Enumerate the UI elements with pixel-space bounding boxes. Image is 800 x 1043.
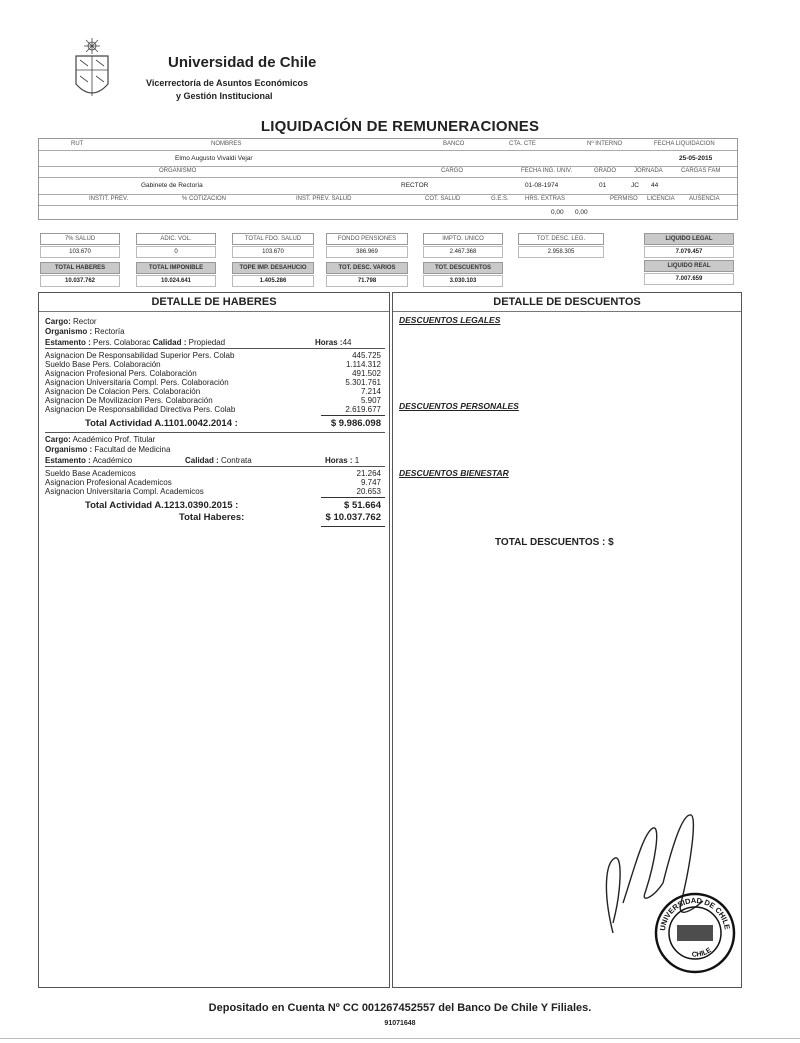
official-seal-stamp — [653, 891, 737, 975]
block2-total-label: Total Actividad A.1213.0390.2015 : — [85, 500, 239, 511]
haberes-title: DETALLE DE HABERES — [151, 296, 277, 308]
grado-value: 01 — [599, 182, 607, 189]
summary-grid — [38, 230, 736, 292]
total-descuentos-label: TOTAL DESCUENTOS : $ — [495, 537, 614, 548]
label-cot-salud: COT. SALUD — [425, 196, 461, 202]
block2-horas: Horas : 1 — [325, 456, 360, 465]
item-desc: Asignacion Universitaria Compl. Academicos — [45, 487, 204, 496]
block1-total-label: Total Actividad A.1101.0042.2014 : — [85, 418, 238, 429]
item-desc: Asignacion Profesional Pers. Colaboración — [45, 369, 197, 378]
value-tot-desc-leg: 2.958.305 — [518, 246, 604, 258]
fecha-ing-value: 01-08-1974 — [525, 182, 559, 189]
document-number: 91071648 — [384, 1020, 416, 1027]
total-haberes: $ 10.037.762 — [325, 512, 381, 523]
item-amount: 21.264 — [356, 469, 381, 478]
label-fecha-ing: FECHA ING. UNIV. — [521, 168, 573, 174]
block1-organismo: Organismo : Rectoría — [45, 327, 125, 336]
permiso-value: 0,00 — [575, 209, 588, 216]
label-licencia: LICENCIA — [647, 196, 675, 202]
label-tot-desc-varios: TOT. DESC. VARIOS — [326, 262, 408, 274]
label-inst-prev-salud: INST. PREV. SALUD — [296, 196, 352, 202]
label-instit-prev: INSTIT. PREV. — [89, 196, 129, 202]
block1-horas: Horas :44 — [315, 338, 352, 347]
item-desc: Asignacion De Colacion Pers. Colaboración — [45, 387, 201, 396]
block2-organismo: Organismo : Facultad de Medicina — [45, 445, 171, 454]
block2-calidad: Calidad : Contrata — [185, 456, 252, 465]
value-tope-imp-desahucio: 1.405.286 — [232, 275, 314, 287]
employee-name: Elmo Augusto Vivaldi Vejar — [175, 155, 253, 162]
employee-info-box — [38, 138, 738, 220]
item-amount: 5.907 — [360, 396, 381, 405]
deposit-info: Depositado en Cuenta Nº CC 001267452557 del Banco De Chile Y Filiales. — [208, 1002, 592, 1014]
value-fondo-pensiones: 386.969 — [326, 246, 408, 258]
label-n-interno: Nº INTERNO — [587, 141, 623, 147]
university-logo — [70, 38, 114, 108]
descuentos-bienestar: DESCUENTOS BIENESTAR — [399, 468, 509, 478]
value-7-salud: 103.670 — [40, 246, 120, 258]
label-liquido-real: LIQUIDO REAL — [644, 260, 734, 272]
label-cta-cte: CTA. CTE — [509, 141, 536, 147]
label-adic-vol: ADIC. VOL. — [136, 233, 216, 245]
value-liquido-legal: 7.079.457 — [644, 246, 734, 258]
item-desc: Asignacion De Movilizacion Pers. Colaboración — [45, 396, 213, 405]
hrs-extras-value: 0,00 — [551, 209, 564, 216]
label-liquido-legal: LIQUIDO LEGAL — [644, 233, 734, 245]
total-haberes-label: Total Haberes: — [179, 512, 245, 523]
label-fecha-liquidacion: FECHA LIQUIDACION — [654, 141, 715, 147]
descuentos-personales: DESCUENTOS PERSONALES — [399, 401, 519, 411]
value-tot-desc-varios: 71.798 — [326, 275, 408, 287]
item-amount: 445.725 — [352, 351, 381, 360]
page-title: LIQUIDACIÓN DE REMUNERACIONES — [260, 118, 540, 135]
fecha-liquidacion: 25-05-2015 — [679, 155, 713, 162]
label-tot-descuentos: TOT. DESCUENTOS — [423, 262, 503, 274]
jornada-value: JC — [631, 182, 639, 189]
item-desc: Asignacion De Responsabilidad Superior Pers. Colab — [45, 351, 235, 360]
item-desc: Asignacion Profesional Academicos — [45, 478, 172, 487]
bottom-divider — [0, 1038, 800, 1039]
organismo-value: Gabinete de Rectoría — [141, 182, 203, 189]
cargas-value: 44 — [651, 182, 659, 189]
item-amount: 2.619.677 — [345, 405, 381, 414]
label-tot-desc-leg: TOT. DESC. LEG. — [518, 233, 604, 245]
block1-estamento: Estamento : Pers. Colaborac Calidad : Propiedad — [45, 338, 226, 347]
label-cargo: CARGO — [441, 168, 464, 174]
label-banco: BANCO — [443, 141, 465, 147]
label-hrs-extras: HRS. EXTRAS — [525, 196, 566, 202]
descuentos-legales: DESCUENTOS LEGALES — [399, 315, 501, 325]
label-total-imponible: TOTAL IMPONIBLE — [136, 262, 216, 274]
value-total-haberes: 10.037.762 — [40, 275, 120, 287]
label-cargas-fam: CARGAS FAM — [681, 168, 721, 174]
label-total-haberes: TOTAL HABERES — [40, 262, 120, 274]
descuentos-panel — [392, 292, 742, 988]
block2-total: $ 51.664 — [344, 500, 381, 511]
value-liquido-real: 7.007.659 — [644, 273, 734, 285]
cargo-value: RECTOR — [401, 182, 429, 189]
block1-cargo: Cargo: Rector — [45, 317, 97, 326]
label-total-fdo-salud: TOTAL FDO. SALUD — [232, 233, 314, 245]
label-jornada: JORNADA — [634, 168, 663, 174]
label-rut: RUT — [71, 141, 84, 147]
label-permiso: PERMISO — [610, 196, 638, 202]
item-amount: 9.747 — [360, 478, 381, 487]
item-desc: Asignacion De Responsabilidad Directiva Pers. Colab — [45, 405, 236, 414]
label-ges: G.E.S. — [491, 196, 509, 202]
value-total-fdo-salud: 103.670 — [232, 246, 314, 258]
label-impto-unico: IMPTO. UNICO — [423, 233, 503, 245]
block2-cargo: Cargo: Académico Prof. Titular — [45, 435, 156, 444]
value-impto-unico: 2.467.368 — [423, 246, 503, 258]
svg-text:UNIVERSIDAD DE CHILE: UNIVERSIDAD DE CHILE — [658, 895, 732, 932]
haberes-panel — [38, 292, 390, 988]
label-nombres: NOMBRES — [211, 141, 242, 147]
item-desc: Sueldo Base Academicos — [45, 469, 136, 478]
value-total-imponible: 10.024.641 — [136, 275, 216, 287]
item-amount: 491.502 — [352, 369, 381, 378]
value-adic-vol: 0 — [136, 246, 216, 258]
svg-text:CHILE: CHILE — [691, 946, 713, 959]
item-amount: 20.653 — [356, 487, 381, 496]
block2-estamento: Estamento : Académico — [45, 456, 133, 465]
value-tot-descuentos: 3.030.103 — [423, 275, 503, 287]
label-grado: GRADO — [594, 168, 617, 174]
label-ausencia: AUSENCIA — [689, 196, 720, 202]
item-amount: 7.214 — [360, 387, 381, 396]
item-desc: Sueldo Base Pers. Colaboración — [45, 360, 161, 369]
label-cotizacion: % COTIZACION — [182, 196, 227, 202]
label-organismo: ORGANISMO — [159, 168, 197, 174]
label-fondo-pensiones: FONDO PENSIONES — [326, 233, 408, 245]
item-desc: Asignacion Universitaria Compl. Pers. Colaboración — [45, 378, 229, 387]
item-amount: 1.114.312 — [346, 360, 381, 369]
university-name: Universidad de Chile — [168, 54, 317, 71]
item-amount: 5.301.761 — [345, 378, 381, 387]
label-tope-imp-desahucio: TOPE IMP. DESAHUCIO — [232, 262, 314, 274]
descuentos-title: DETALLE DE DESCUENTOS — [493, 296, 641, 308]
block1-total: $ 9.986.098 — [330, 418, 381, 429]
vicerrectoria-line1: Vicerrectoría de Asuntos Económicos — [146, 78, 309, 88]
vicerrectoria-line2: y Gestión Institucional — [176, 91, 273, 101]
label-7-salud: 7% SALUD — [40, 233, 120, 245]
